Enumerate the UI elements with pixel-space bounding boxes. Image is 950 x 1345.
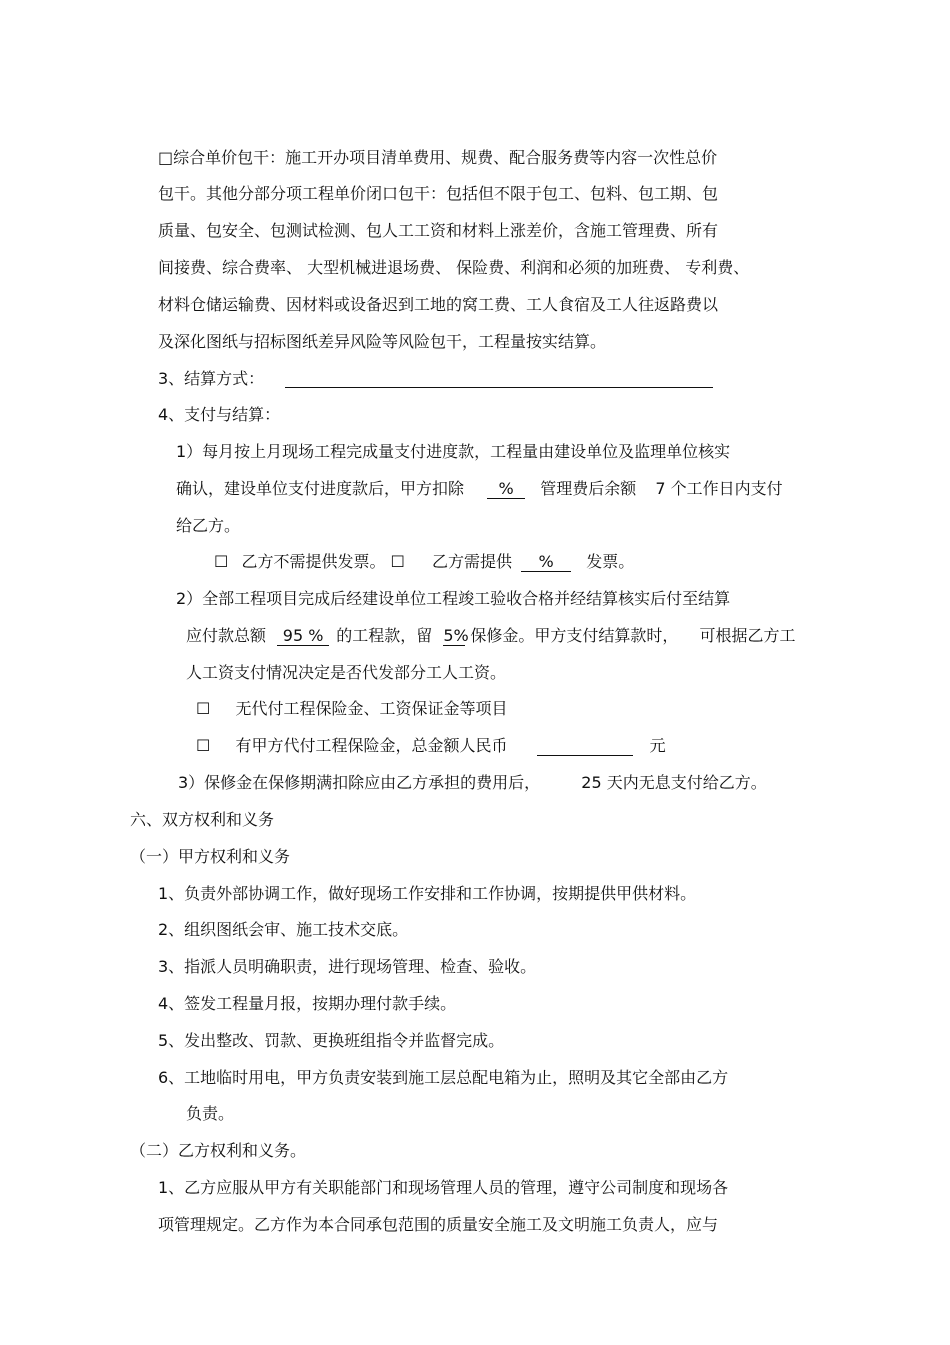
- invoice-required-label: 乙方需提供: [431, 552, 512, 571]
- payment-item2-text-b: 的工程款，留: [336, 626, 433, 645]
- payment-item2-line3: 人工资支付情况决定是否代发部分工人工资。: [186, 663, 507, 682]
- payment-item1-text-b: 管理费后余额: [540, 479, 637, 498]
- invoice-none-label: 乙方不需提供发票。: [241, 552, 386, 571]
- payment-title: 4、支付与结算：: [158, 405, 281, 424]
- party-a-item-2: 2、组织图纸会审、施工技术交底。: [158, 920, 409, 939]
- party-a-item-6: 6、工地临时用电，甲方负责安装到施工层总配电箱为止，照明及其它全部由乙方: [158, 1068, 729, 1087]
- invoice-required-suffix: 发票。: [586, 552, 635, 571]
- proxy-checkbox[interactable]: ☐: [196, 736, 211, 755]
- proxy-unit: 元: [649, 736, 666, 755]
- payment-item1-line1: 1）每月按上月现场工程完成量支付进度款，工程量由建设单位及监理单位核实: [176, 442, 731, 461]
- payment-item1-text-a: 确认，建设单位支付进度款后，甲方扣除: [176, 479, 465, 498]
- party-a-item-5: 5、发出整改、罚款、更换班组指令并监督完成。: [158, 1031, 505, 1050]
- payment-item1-line3: 给乙方。: [176, 516, 241, 535]
- invoice-required-checkbox[interactable]: ☐: [390, 552, 405, 571]
- section6-heading: 六、双方权利和义务: [130, 810, 275, 829]
- option-no-proxy-row: [196, 699, 507, 719]
- party-a-item-6-cont: 负责。: [186, 1104, 235, 1123]
- party-b-item1-line2: 项管理规定。乙方作为本合同承包范围的质量安全施工及文明施工负责人，应与: [158, 1215, 719, 1234]
- payment-item3-text-a: 3）保修金在保修期满扣除应由乙方承担的费用后，: [178, 773, 541, 792]
- invoice-options: [214, 552, 634, 572]
- management-fee-pct-field[interactable]: %: [487, 480, 525, 499]
- retention-pct-field[interactable]: 5%: [443, 626, 469, 645]
- invoice-pct-field[interactable]: %: [521, 553, 571, 572]
- party-b-heading: （二）乙方权利和义务。: [130, 1141, 307, 1160]
- payment-item2-line2: [186, 626, 796, 646]
- settlement-blank-field[interactable]: [285, 387, 713, 388]
- pricing-line-3: 质量、包安全、包测试检测、包人工工资和材料上涨差价，含施工管理费、所有: [158, 221, 719, 240]
- pricing-line-1: □综合单价包干：施工开办项目清单费用、规费、配合服务费等内容一次性总价: [158, 148, 718, 167]
- payment-days-text: 7 个工作日内支付: [655, 479, 783, 498]
- pricing-line-6: 及深化图纸与招标图纸差异风险等风险包干，工程量按实结算。: [158, 332, 607, 351]
- party-b-item1-line1: 1、乙方应服从甲方有关职能部门和现场管理人员的管理，遵守公司制度和现场各: [158, 1178, 729, 1197]
- proxy-amount-field[interactable]: [537, 737, 633, 756]
- payment-item2-line1: 2）全部工程项目完成后经建设单位工程竣工验收合格并经结算核实后付至结算: [176, 589, 731, 608]
- pricing-line-5: 材料仓储运输费、因材料或设备迟到工地的窝工费、工人食宿及工人往返路费以: [158, 295, 719, 314]
- party-a-item-4: 4、签发工程量月报，按期办理付款手续。: [158, 994, 457, 1013]
- payment-item2-text-a: 应付款总额: [186, 626, 267, 645]
- party-a-item-1: 1、负责外部协调工作，做好现场工作安排和工作协调，按期提供甲供材料。: [158, 884, 697, 903]
- invoice-none-checkbox[interactable]: ☐: [214, 552, 229, 571]
- no-proxy-checkbox[interactable]: ☐: [196, 699, 211, 718]
- party-a-item-3: 3、指派人员明确职责，进行现场管理、检查、验收。: [158, 957, 537, 976]
- pricing-line-4: 间接费、综合费率、 大型机械进退场费、 保险费、利润和必须的加班费、 专利费、: [158, 258, 750, 277]
- payment-item2-text-d: 可根据乙方工: [699, 626, 796, 645]
- settlement-label: 3、结算方式：: [158, 369, 265, 388]
- payment-item3-text-b: 25 天内无息支付给乙方。: [581, 773, 767, 792]
- payment-item3: [178, 773, 767, 793]
- party-a-heading: （一）甲方权利和义务: [130, 847, 291, 866]
- option-proxy-row: [196, 736, 666, 756]
- no-proxy-label: 无代付工程保险金、工资保证金等项目: [235, 699, 508, 718]
- pricing-line-2: 包干。其他分部分项工程单价闭口包干：包括但不限于包工、包料、包工期、包: [158, 184, 719, 203]
- payment-item2-text-c: 保修金。甲方支付结算款时，: [470, 626, 679, 645]
- total-pct-field[interactable]: 95 %: [277, 627, 329, 646]
- payment-item1-line2: [176, 479, 783, 499]
- proxy-label: 有甲方代付工程保险金，总金额人民币: [235, 736, 508, 755]
